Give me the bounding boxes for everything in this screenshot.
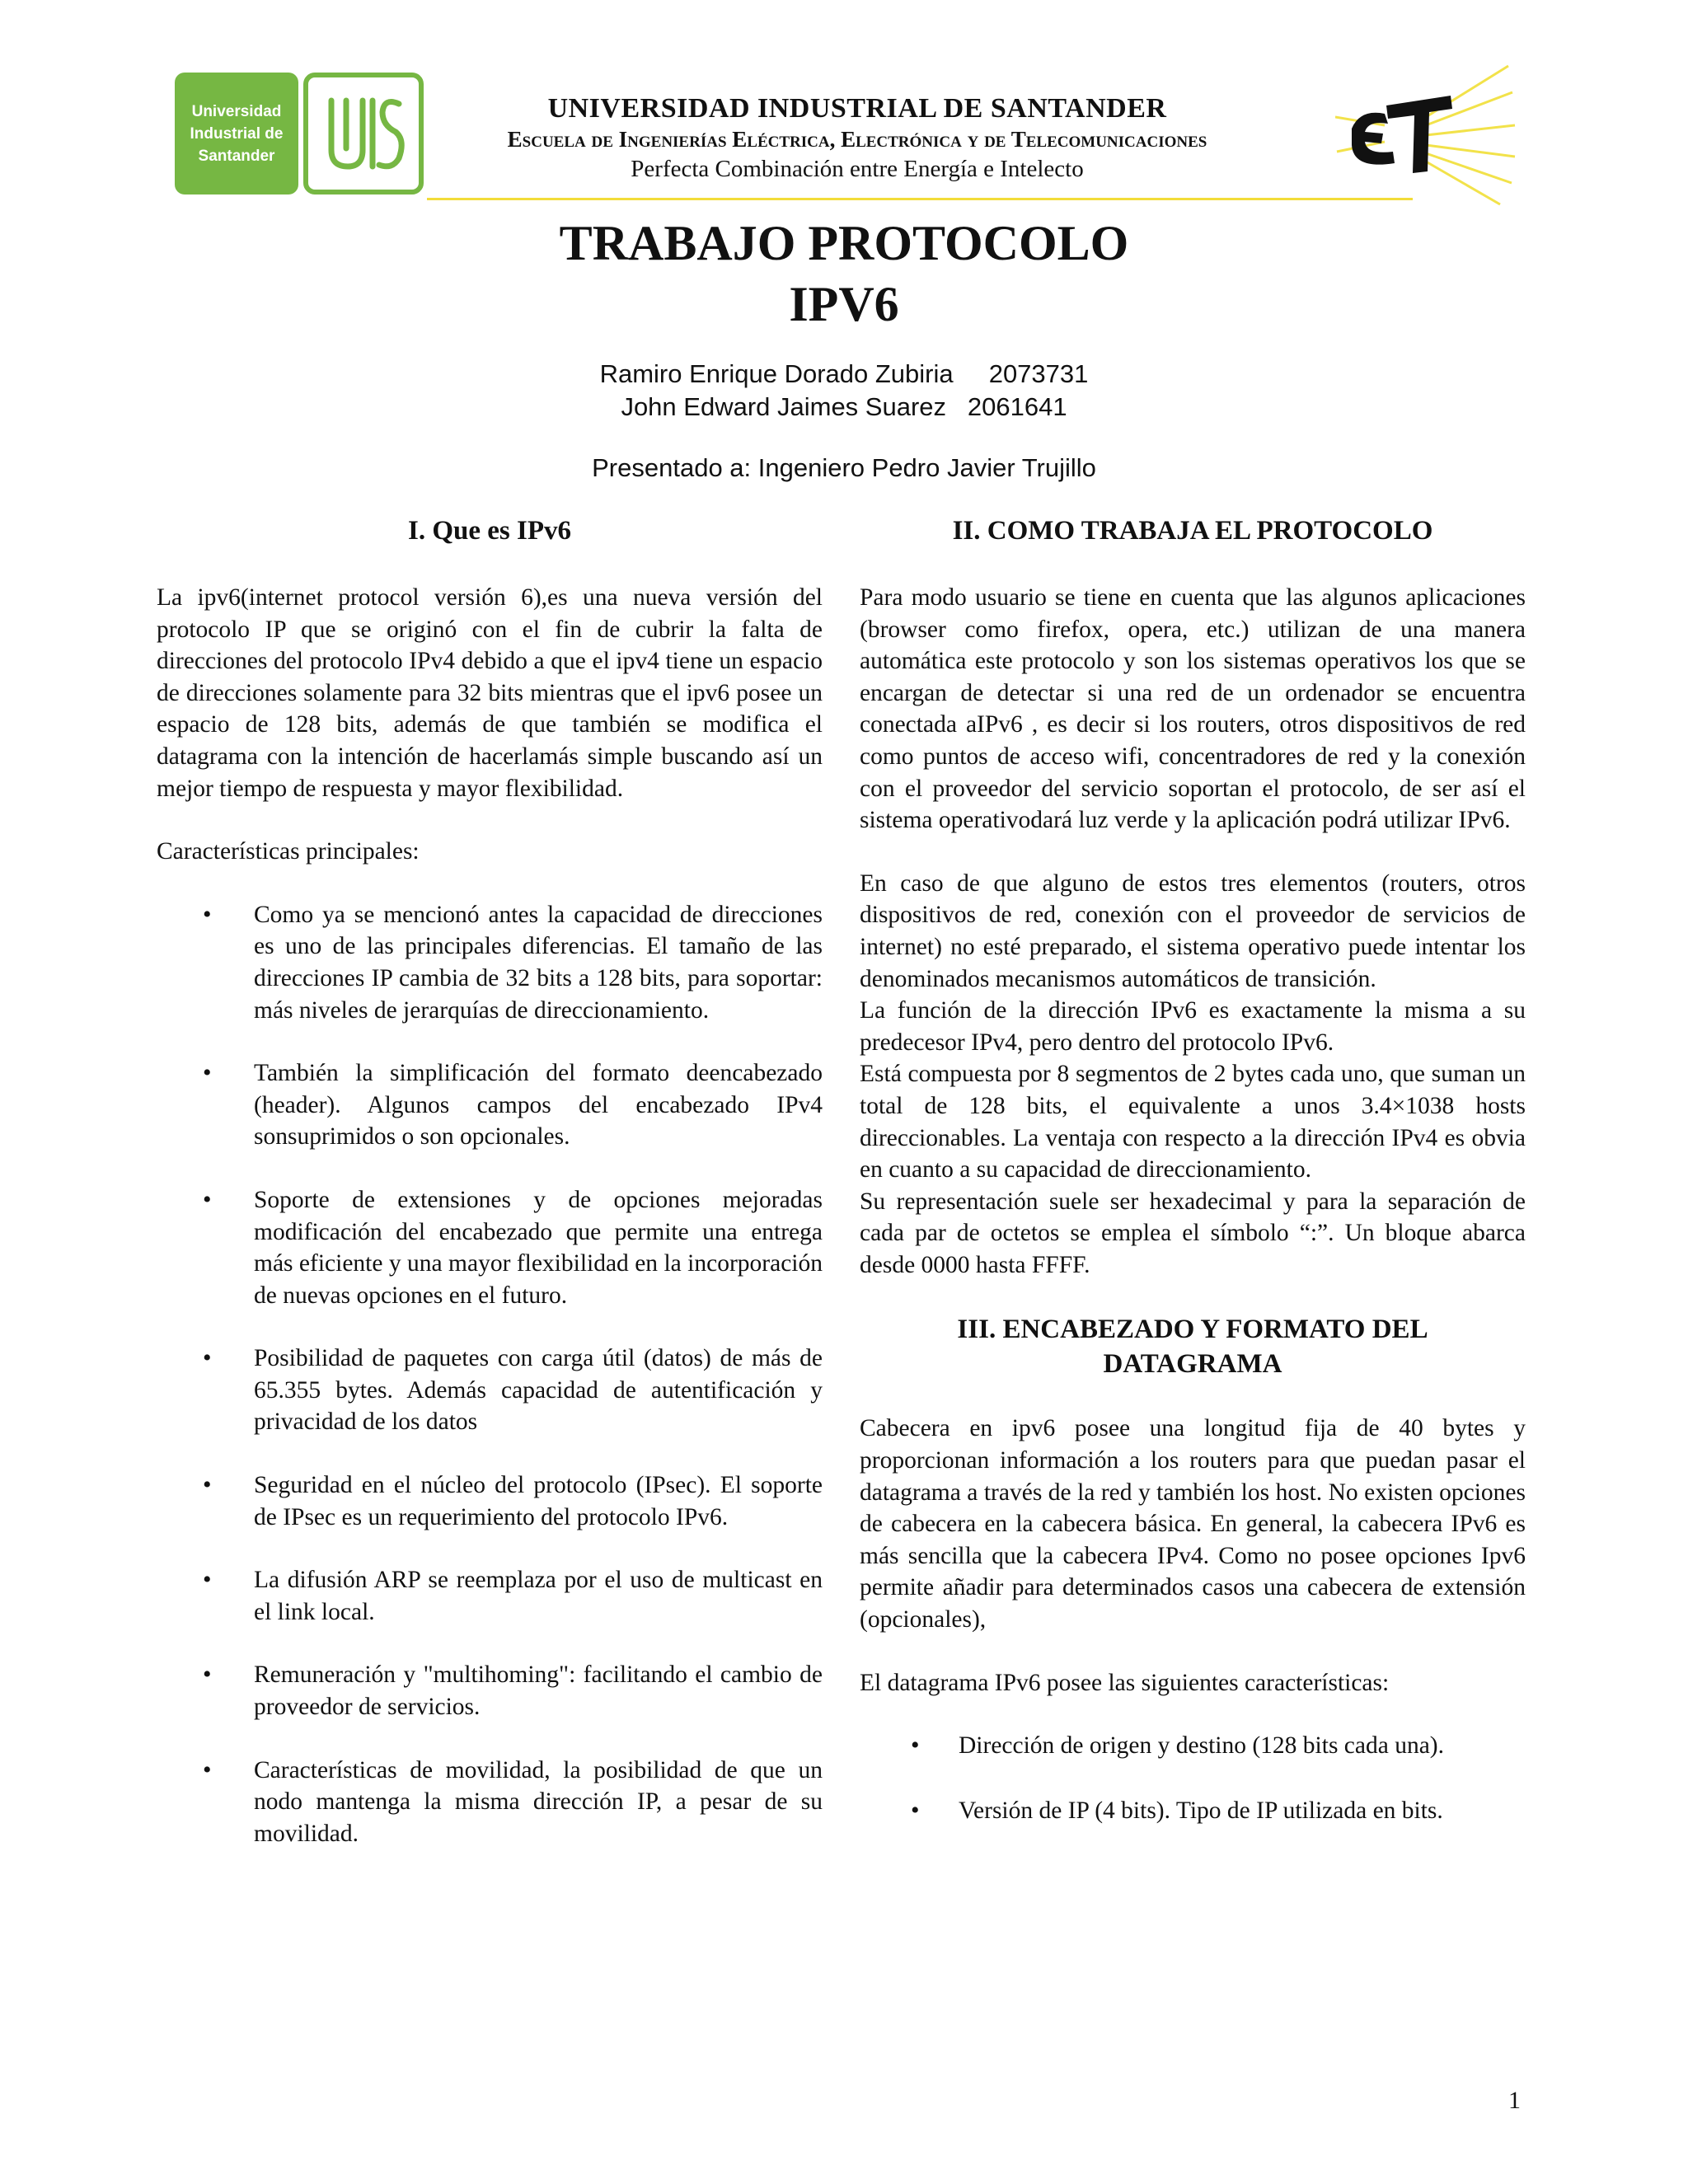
body-paragraph: En caso de que alguno de estos tres elementos (routers, otros dispositivos de red, conexión con el proveedor de servicios de internet) no esté preparado, el sistema operativo puede intentar los denominados mecanismos automáticos de transición. [860, 869, 1526, 992]
section-heading: II. COMO TRABAJA EL PROTOCOLO [952, 516, 1433, 546]
logo-text-line: Universidad [191, 102, 282, 120]
list-item: • La difusión ARP se reemplaza por el uso de multicast en el link local. [157, 1564, 823, 1628]
author-name: Ramiro Enrique Dorado Zubiria [599, 359, 954, 388]
list-item: • Características de movilidad, la posibilidad de que un nodo mantenga la misma dirección IP, a pesar de su movilidad. [157, 1755, 823, 1850]
page-number: 1 [1508, 2087, 1521, 2114]
right-column [860, 513, 1526, 1859]
heading-line: DATAGRAMA [1103, 1349, 1282, 1380]
university-name: UNIVERSIDAD INDUSTRIAL DE SANTANDER [547, 93, 1167, 124]
heading-line: III. ENCABEZADO Y FORMATO DEL [957, 1315, 1428, 1345]
author-id: 2061641 [967, 392, 1067, 421]
section-heading [860, 1312, 1526, 1381]
list-item: • Remuneración y "multihoming": facilitando el cambio de proveedor de servicios. [157, 1659, 823, 1722]
e3t-logo-icon [1335, 59, 1517, 212]
uis-emblem-icon [303, 73, 424, 194]
school-name: Escuela de Ingenierías Eléctrica, Electrónica y de Telecomunicaciones [507, 127, 1207, 152]
section-heading: I. Que es IPv6 [408, 516, 571, 546]
list-item: • Como ya se mencionó antes la capacidad de direcciones es uno de las principales diferencias. El tamaño de las direcciones IP cambia de 32 bits a 128 bits, para soportar: más niveles de jerarquías de direccionamiento. [157, 899, 823, 1026]
header-divider [427, 198, 1413, 200]
author-id: 2073731 [988, 359, 1089, 388]
body-paragraph: Para modo usuario se tiene en cuenta que las algunos aplicaciones (browser como firefox, opera, etc.) utilizan de una manera automática este protocolo y son los sistemas operativos los que se encargan de detectar si una red de un ordenador se encuentra conectada aIPv6 , es decir si los routers, otros dispositivos de red como puntos de acceso wifi, concentradores de red y la conexión con el proveedor del servicio soportan el protocolo, de ser así el sistema operativodará luz verde y la aplicación podrá utilizar IPv6. [860, 584, 1526, 834]
author-entry [0, 391, 1688, 424]
features-label: Características principales: [157, 838, 420, 865]
list-item: • Posibilidad de paquetes con carga útil (datos) de más de 65.355 bytes. Además capacidad de autentificación y privacidad de los datos [157, 1343, 823, 1438]
header-text-block [445, 92, 1269, 185]
uis-logo [175, 73, 298, 194]
body-paragraph: Cabecera en ipv6 posee una longitud fija de 40 bytes y proporcionan información a los routers para que puedan pasar el datagrama a través de la red y también los host. No existen opciones de cabecera en la cabecera básica. En general, la cabecera IPv6 es más sencilla que la cabecera IPv4. Como no posee opciones Ipv6 permite añadir para determinados casos una cabecera de extensión (opcionales), [860, 1415, 1526, 1633]
presented-to: Presentado a: Ingeniero Pedro Javier Trujillo [592, 453, 1096, 482]
body-paragraph: Está compuesta por 8 segmentos de 2 bytes cada uno, que suman un total de 128 bits, el equivalente a unos 3.4×1038 hosts direccionables. La ventaja con respecto a la dirección IPv4 es obvia en cuanto a su capacidad de direccionamiento. [860, 1061, 1526, 1183]
logo-text-line: Industrial de [190, 124, 284, 143]
body-paragraph: El datagrama IPv6 posee las siguientes características: [860, 1669, 1390, 1696]
list-item: • Soporte de extensiones y de opciones mejoradas modificación del encabezado que permite una entrega más eficiente y una mayor flexibilidad en la incorporación de nuevas opciones en el futuro. [157, 1184, 823, 1311]
list-item: • También la simplificación del formato deencabezado (header). Algunos campos del encabezado IPv4 sonsuprimidos o son opcionales. [157, 1057, 823, 1153]
list-item: • Seguridad en el núcleo del protocolo (IPsec). El soporte de IPsec es un requerimiento del protocolo IPv6. [157, 1469, 823, 1533]
paper-title [0, 213, 1688, 335]
body-paragraph: La ipv6(internet protocol versión 6),es una nueva versión del protocolo IP que se originó con el fin de cubrir la falta de direcciones del protocolo IPv4 debido a que el ipv4 tiene un espacio de direcciones solamente para 32 bits mientras que el ipv6 posee un espacio de 128 bits, además de que también se modifica el datagrama con la intención de hacerlamás simple buscando así un mejor tiempo de respuesta y mayor flexibilidad. [157, 584, 823, 802]
title-line: TRABAJO PROTOCOLO [559, 216, 1129, 270]
author-entry [0, 358, 1688, 391]
motto: Perfecta Combinación entre Energía e Intelecto [631, 156, 1084, 182]
list-item: • Versión de IP (4 bits). Tipo de IP utilizada en bits. [860, 1795, 1526, 1827]
author-list [0, 358, 1688, 424]
title-line: IPV6 [789, 277, 899, 331]
list-item: • Dirección de origen y destino (128 bits cada una). [860, 1730, 1526, 1762]
body-paragraph: La función de la dirección IPv6 es exactamente la misma a su predecesor IPv4, pero dentro del protocolo IPv6. [860, 997, 1526, 1056]
body-paragraph: Su representación suele ser hexadecimal y para la separación de cada par de octetos se emplea el símbolo “:”. Un bloque abarca desde 0000 hasta FFFF. [860, 1188, 1526, 1278]
logo-text-line: Santander [198, 147, 275, 165]
author-name: John Edward Jaimes Suarez [621, 392, 947, 421]
feature-list [157, 899, 823, 1850]
datagram-feature-list [860, 1730, 1526, 1826]
left-column [157, 513, 823, 1881]
